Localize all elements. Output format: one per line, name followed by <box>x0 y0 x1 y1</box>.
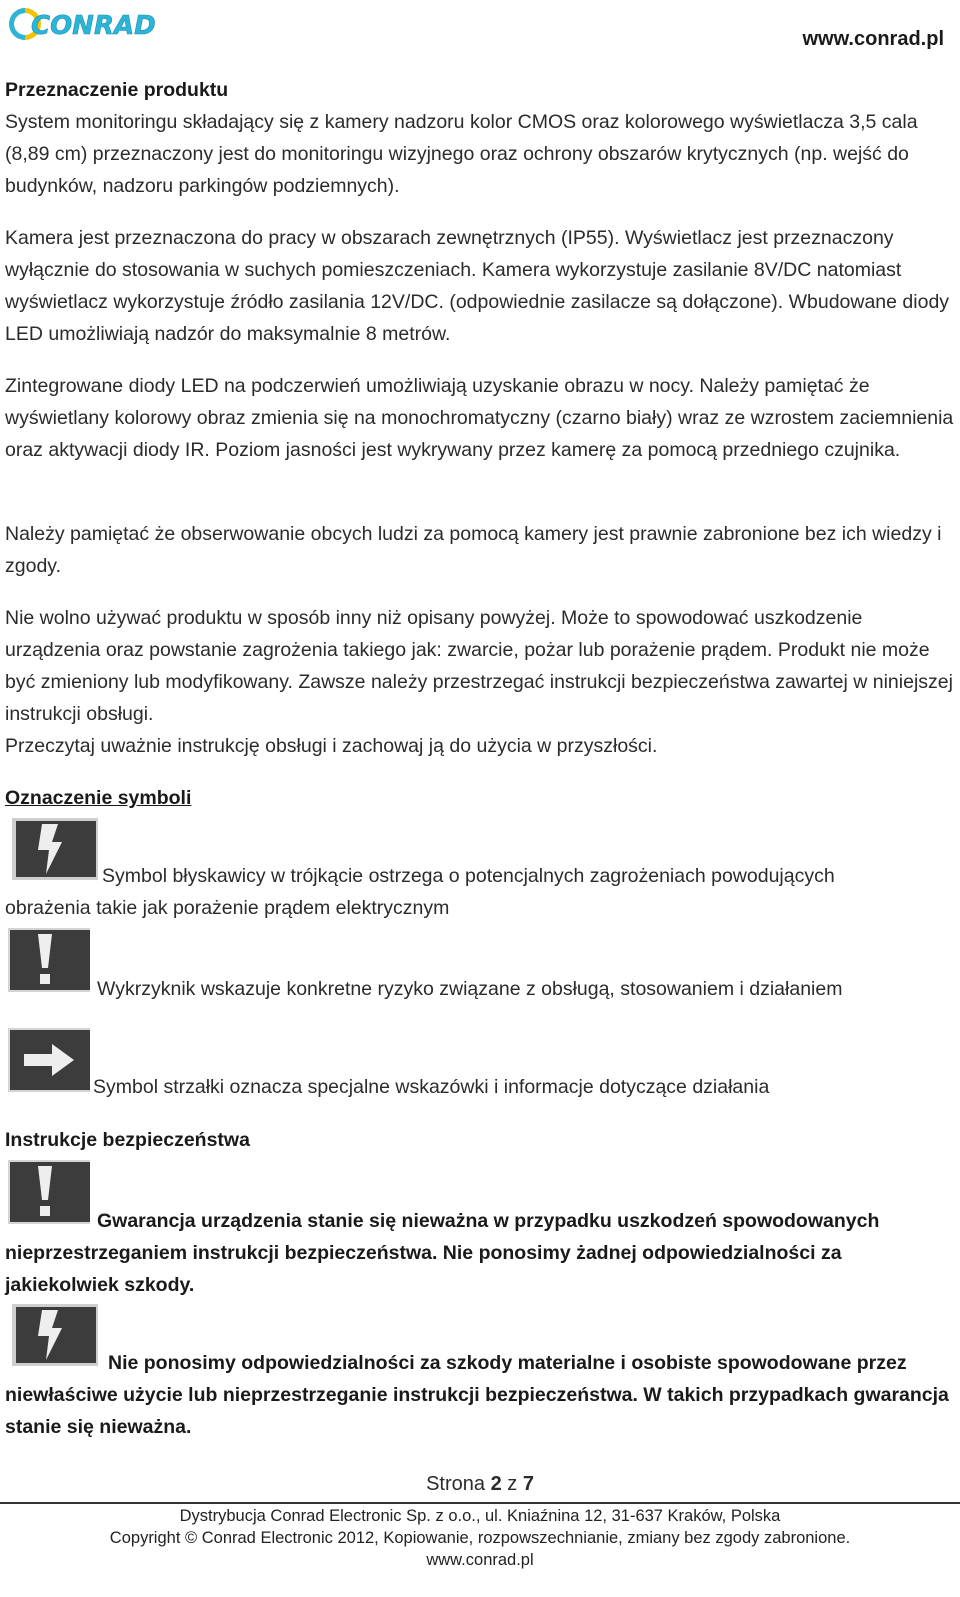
safety-warning-2-rest: niewłaściwe użycie lub nieprzestrzeganie instrukcji bezpieczeństwa. W takich przypadkach gwarancja stanie się nieważna. <box>5 1384 949 1438</box>
footer-info <box>0 1505 960 1571</box>
footer-website-link[interactable]: www.conrad.pl <box>426 1551 534 1569</box>
paragraph-purpose-5: Nie wolno używać produktu w sposób inny niż opisany powyżej. Może to spowodować uszkodzenie urządzenia oraz powstanie zagrożenia takiego jak: zwarcie, pożar lub porażenie prądem. Produkt nie może być zmieniony lub modyfikowany. Zawsze należy przestrzegać instrukcji bezpieczeństwa zawartej w niniejszej instrukcji obsługi. <box>5 607 953 725</box>
page-current: 2 <box>490 1473 502 1495</box>
paragraph-purpose-1: System monitoringu składający się z kamery nadzoru kolor CMOS oraz kolorowego wyświetlacza 3,5 cala (8,89 cm) przeznaczony jest do monitoringu wizyjnego oraz ochrony obszarów krytycznych (np. wejść do budynków, nadzoru parkingów podziemnych). <box>5 111 918 197</box>
arrow-info-icon <box>8 1028 90 1092</box>
symbol-arrow-text: Symbol strzałki oznacza specjalne wskazówki i informacje dotyczące działania <box>93 1076 770 1098</box>
section-title-symbols: Oznaczenie symboli <box>5 787 192 809</box>
exclamation-warning-icon <box>8 928 90 992</box>
section-title-purpose: Przeznaczenie produktu <box>5 79 229 101</box>
exclamation-warning-icon <box>8 1160 90 1224</box>
footer-distributor: Dystrybucja Conrad Electronic Sp. z o.o., ul. Kniaźnina 12, 31-637 Kraków, Polska <box>179 1507 781 1525</box>
symbol-lightning-text-2: obrażenia takie jak porażenie prądem elektrycznym <box>5 897 450 919</box>
page-separator: z <box>507 1473 518 1495</box>
safety-warning-2-line1: Nie ponosimy odpowiedzialności za szkody materialne i osobiste spowodowane przez <box>108 1352 907 1374</box>
paragraph-purpose-2: Kamera jest przeznaczona do pracy w obszarach zewnętrznych (IP55). Wyświetlacz jest przeznaczony wyłącznie do stosowania w suchych pomieszczeniach. Kamera wykorzystuje zasilanie 8V/DC natomiast wyświetlacz wykorzystuje źródło zasilania 12V/DC. (odpowiednie zasilacze są dołączone). Wbudowane diody LED umożliwiają nadzór do maksymalnie 8 metrów. <box>5 227 950 345</box>
lightning-warning-icon <box>12 818 98 880</box>
symbol-exclamation-text: Wykrzyknik wskazuje konkretne ryzyko związane z obsługą, stosowaniem i działaniem <box>97 978 843 1000</box>
lightning-warning-icon <box>12 1304 98 1366</box>
safety-warning-1-rest: nieprzestrzeganiem instrukcji bezpieczeństwa. Nie ponosimy żadnej odpowiedzialności za jakiekolwiek szkody. <box>5 1242 842 1296</box>
page-label: Strona <box>426 1473 485 1495</box>
paragraph-purpose-3: Zintegrowane diody LED na podczerwień umożliwiają uzyskanie obrazu w nocy. Należy pamiętać że wyświetlany kolorowy obraz zmienia się na monochromatyczny (czarno biały) wraz ze wzrostem zaciemnienia oraz aktywacji diody IR. Poziom jasności jest wykrywany przez kamerę za pomocą przedniego czujnika. <box>5 375 954 461</box>
conrad-logo <box>5 2 161 44</box>
page-total: 7 <box>522 1473 534 1495</box>
paragraph-purpose-4: Należy pamiętać że obserwowanie obcych ludzi za pomocą kamery jest prawnie zabronione bez ich wiedzy i zgody. <box>5 523 942 577</box>
footer-copyright: Copyright © Conrad Electronic 2012, Kopiowanie, rozpowszechnianie, zmiany bez zgody zabronione. <box>109 1529 851 1547</box>
paragraph-purpose-6: Przeczytaj uważnie instrukcję obsługi i zachowaj ją do użycia w przyszłości. <box>5 735 658 757</box>
section-title-safety: Instrukcje bezpieczeństwa <box>5 1129 250 1151</box>
page-indicator <box>0 1473 960 1496</box>
svg-text:CONRAD: CONRAD <box>31 11 156 41</box>
symbol-lightning-text-1: Symbol błyskawicy w trójkącie ostrzega o potencjalnych zagrożeniach powodujących <box>102 865 835 887</box>
website-link[interactable]: www.conrad.pl <box>802 28 944 50</box>
footer-divider <box>0 1502 960 1504</box>
safety-warning-1-line1: Gwarancja urządzenia stanie się nieważna w przypadku uszkodzeń spowodowanych <box>97 1210 880 1232</box>
